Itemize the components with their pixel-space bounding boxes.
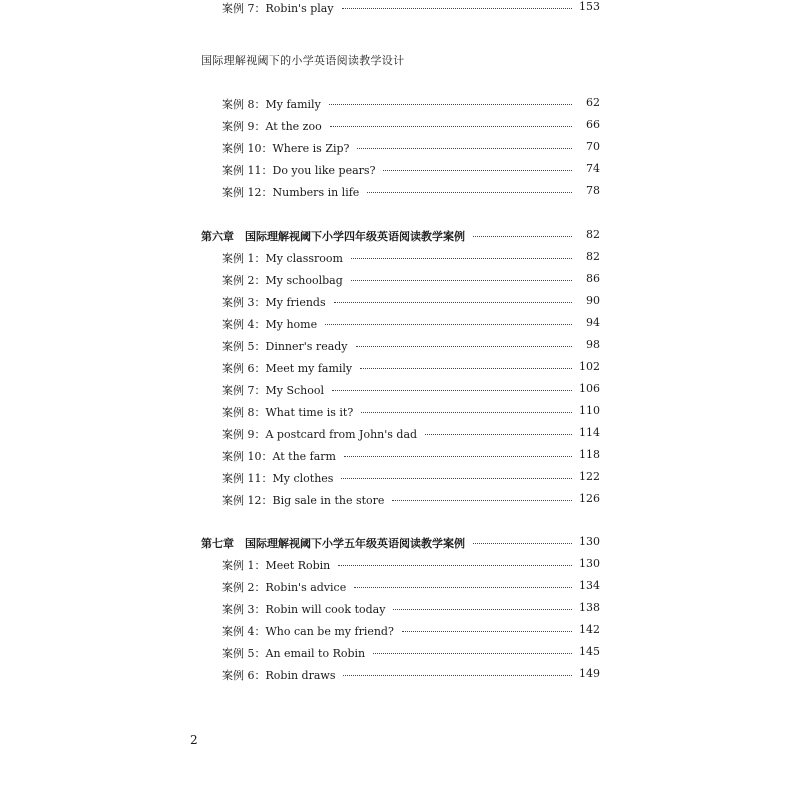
toc-entry-title: 案例 8：What time is it? <box>222 404 357 420</box>
toc-page-number: 126 <box>576 492 600 505</box>
dot-leader <box>402 631 572 632</box>
page-number: 2 <box>190 733 198 747</box>
toc-chapter-row <box>0 228 800 248</box>
toc-page-number: 94 <box>576 316 600 329</box>
toc-entry-row <box>0 645 800 665</box>
dot-leader <box>356 346 572 347</box>
toc-entry-row <box>0 140 800 160</box>
toc-entry-title: 案例 10：At the farm <box>222 448 340 464</box>
dot-leader <box>361 412 572 413</box>
toc-entry-row <box>0 623 800 643</box>
toc-entry-title: 案例 9：At the zoo <box>222 118 326 134</box>
dot-leader <box>338 565 572 566</box>
toc-entry-row <box>0 118 800 138</box>
dot-leader <box>329 104 572 105</box>
toc-chapter-row <box>0 535 800 555</box>
toc-page-number: 66 <box>576 118 600 131</box>
toc-entry-row <box>0 404 800 424</box>
toc-entry-row <box>0 272 800 292</box>
dot-leader <box>393 609 572 610</box>
toc-page-number: 86 <box>576 272 600 285</box>
toc-page-number: 114 <box>576 426 600 439</box>
toc-page-number: 82 <box>576 250 600 263</box>
toc-page-number: 98 <box>576 338 600 351</box>
toc-page-number: 142 <box>576 623 600 636</box>
toc-entry-title: 第七章 国际理解视阈下小学五年级英语阅读教学案例 <box>201 535 469 551</box>
toc-entry-title: 案例 9：A postcard from John's dad <box>222 426 421 442</box>
toc-entry-row <box>0 96 800 116</box>
dot-leader <box>383 170 572 171</box>
dot-leader <box>351 280 572 281</box>
running-header: 国际理解视阈下的小学英语阅读教学设计 <box>201 54 405 67</box>
dot-leader <box>325 324 572 325</box>
dot-leader <box>425 434 572 435</box>
toc-page-number: 145 <box>576 645 600 658</box>
dot-leader <box>330 126 572 127</box>
toc-entry-row <box>0 338 800 358</box>
toc-entry-title: 案例 2：Robin's advice <box>222 579 350 595</box>
toc-page-number: 138 <box>576 601 600 614</box>
toc-entry-row <box>0 601 800 621</box>
toc-entry-title: 案例 7：My School <box>222 382 328 398</box>
dot-leader <box>392 500 572 501</box>
dot-leader <box>354 587 572 588</box>
toc-entry-row <box>0 316 800 336</box>
dot-leader <box>351 258 572 259</box>
toc-entry-title: 案例 6：Meet my family <box>222 360 356 376</box>
toc-entry-title: 案例 7：Robin's play <box>222 0 338 16</box>
toc-page-number: 106 <box>576 382 600 395</box>
toc-page-number: 130 <box>576 557 600 570</box>
toc-entry-title: 案例 5：An email to Robin <box>222 645 369 661</box>
toc-page-number: 118 <box>576 448 600 461</box>
toc-page-number: 153 <box>576 0 600 13</box>
toc-entry-row <box>0 492 800 512</box>
toc-entry-title: 案例 3：My friends <box>222 294 330 310</box>
toc-page-number: 122 <box>576 470 600 483</box>
toc-entry-title: 案例 5：Dinner's ready <box>222 338 352 354</box>
dot-leader <box>343 675 572 676</box>
dot-leader <box>334 302 572 303</box>
toc-entry-title: 案例 4：My home <box>222 316 321 332</box>
toc-entry-title: 案例 12：Big sale in the store <box>222 492 388 508</box>
dot-leader <box>373 653 572 654</box>
toc-entry-title: 第六章 国际理解视阈下小学四年级英语阅读教学案例 <box>201 228 469 244</box>
toc-entry-title: 案例 1：My classroom <box>222 250 347 266</box>
toc-entry-row <box>0 579 800 599</box>
toc-entry-row <box>0 184 800 204</box>
toc-page-number: 82 <box>576 228 600 241</box>
toc-entry-title: 案例 8：My family <box>222 96 325 112</box>
dot-leader <box>344 456 572 457</box>
toc-entry-title: 案例 10：Where is Zip? <box>222 140 353 156</box>
toc-entry-row <box>0 382 800 402</box>
toc-page-number: 110 <box>576 404 600 417</box>
toc-entry-row <box>0 426 800 446</box>
dot-leader <box>367 192 572 193</box>
toc-entry-row <box>0 250 800 270</box>
toc-entry-row <box>0 360 800 380</box>
dot-leader <box>357 148 572 149</box>
toc-entry-row <box>0 162 800 182</box>
toc-page-number: 130 <box>576 535 600 548</box>
toc-page-number: 78 <box>576 184 600 197</box>
toc-entry-title: 案例 6：Robin draws <box>222 667 339 683</box>
toc-entry-title: 案例 2：My schoolbag <box>222 272 347 288</box>
toc-page-number: 102 <box>576 360 600 373</box>
toc-page-number: 90 <box>576 294 600 307</box>
toc-entry-row <box>0 667 800 687</box>
toc-entry-row <box>0 294 800 314</box>
toc-entry-title: 案例 12：Numbers in life <box>222 184 363 200</box>
toc-page-number: 70 <box>576 140 600 153</box>
toc-entry-row <box>0 470 800 490</box>
toc-entry-title: 案例 4：Who can be my friend? <box>222 623 398 639</box>
dot-leader <box>332 390 572 391</box>
dot-leader <box>473 236 572 237</box>
toc-entry-row <box>0 448 800 468</box>
toc-page-number: 134 <box>576 579 600 592</box>
dot-leader <box>360 368 572 369</box>
toc-entry-title: 案例 1：Meet Robin <box>222 557 334 573</box>
toc-entry-title: 案例 11：Do you like pears? <box>222 162 379 178</box>
dot-leader <box>341 478 572 479</box>
toc-page-number: 149 <box>576 667 600 680</box>
dot-leader <box>342 8 572 9</box>
toc-entry-title: 案例 11：My clothes <box>222 470 337 486</box>
toc-entry-title: 案例 3：Robin will cook today <box>222 601 389 617</box>
toc-page-number: 74 <box>576 162 600 175</box>
toc-entry-row <box>0 0 800 20</box>
toc-entry-row <box>0 557 800 577</box>
dot-leader <box>473 543 572 544</box>
toc-page-number: 62 <box>576 96 600 109</box>
